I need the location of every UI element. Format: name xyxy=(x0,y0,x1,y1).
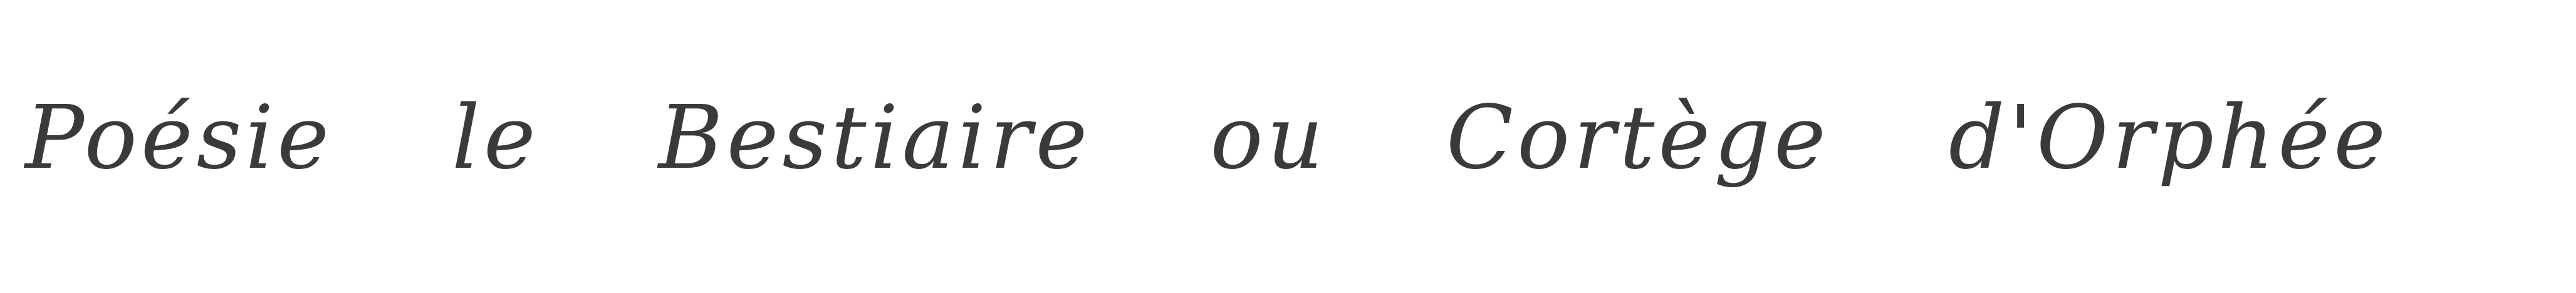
word-ou: ou xyxy=(1210,86,1327,189)
word-poesie: Poésie xyxy=(25,86,333,189)
word-cortege: Cortège xyxy=(1446,86,1830,189)
handwritten-title-line xyxy=(25,75,2557,200)
word-bestiaire: Bestiaire xyxy=(658,86,1092,189)
word-d-orphee: d'Orphée xyxy=(1948,86,2390,189)
word-le: le xyxy=(452,86,540,189)
